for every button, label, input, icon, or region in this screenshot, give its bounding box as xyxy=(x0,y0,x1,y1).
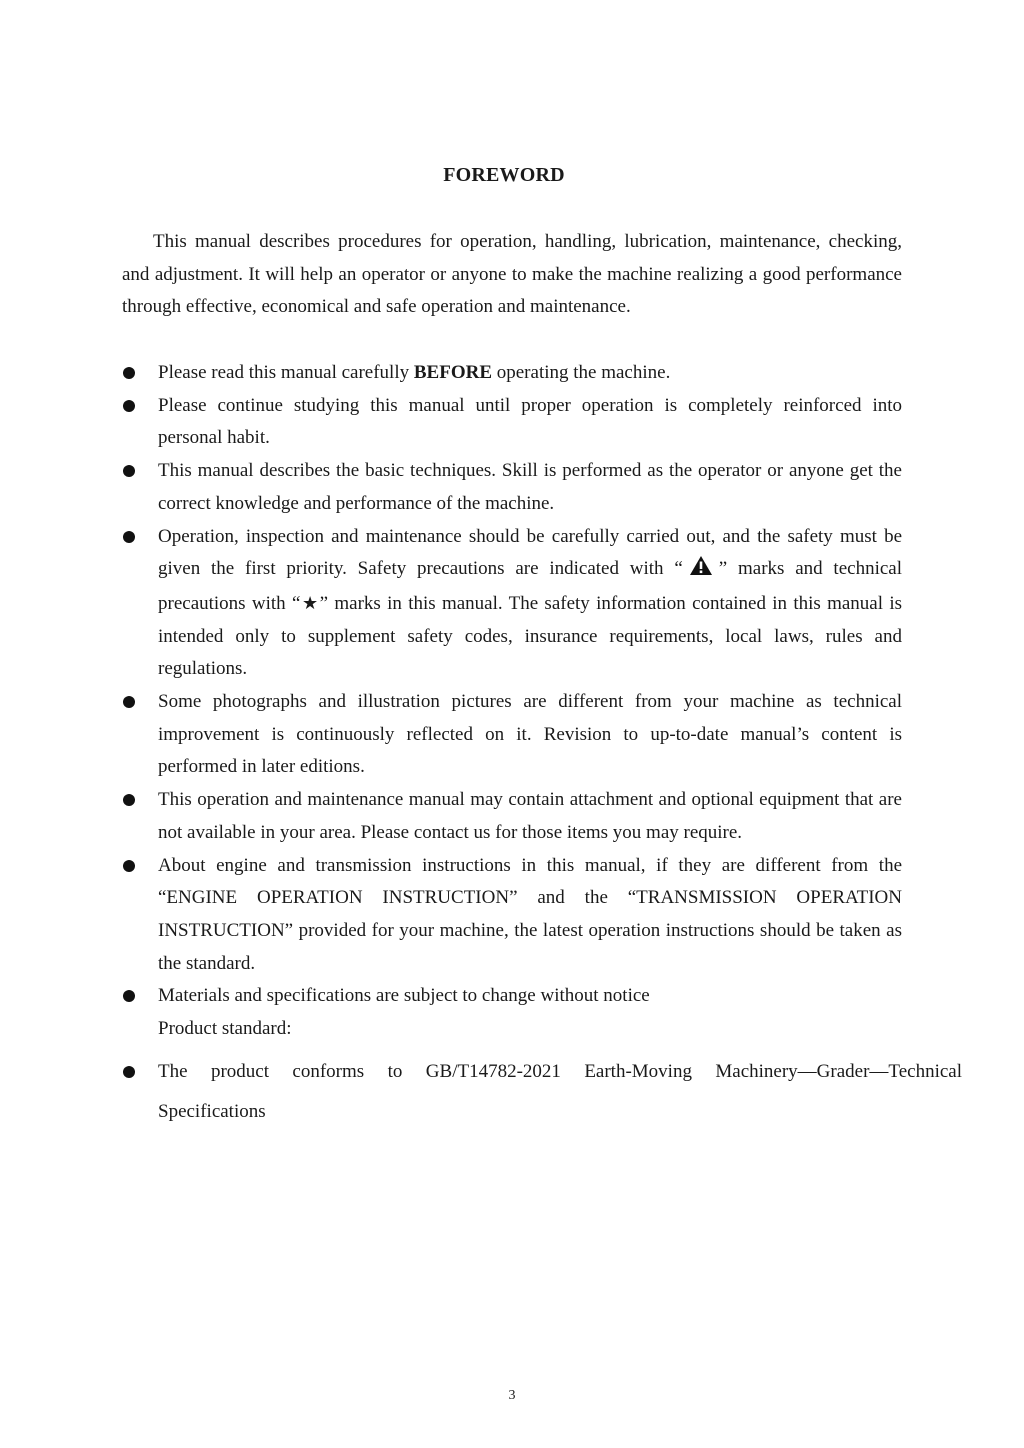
warning-triangle-icon xyxy=(689,555,713,588)
bullet-dot-icon xyxy=(123,794,135,806)
list-item-text: About engine and transmission instructions in this manual, if they are different from the “ENGINE OPERATION INSTRUCTION” and the “TRANSMISSION OPERATION INSTRUCTION” provided for your machine, the latest operation instructions should be taken as the standard. xyxy=(158,854,902,974)
list-item xyxy=(122,455,902,520)
list-item xyxy=(122,521,902,687)
list-item-text: Materials and specifications are subject to change without notice xyxy=(158,985,650,1007)
list-item xyxy=(122,980,902,1045)
page-number: 3 xyxy=(508,1388,516,1403)
list-item-text: Operation, inspection and maintenance should be carefully carried out, and the safety must be given the first priority. Safety precautions are indicated with “ xyxy=(158,525,902,580)
bullet-dot-icon xyxy=(123,465,135,477)
emphasis-text: BEFORE xyxy=(413,362,492,383)
list-item-text: Please continue studying this manual until proper operation is completely reinforced into personal habit. xyxy=(158,394,902,449)
star-icon: ★ xyxy=(300,592,320,614)
list-item-text: This operation and maintenance manual may contain attachment and optional equipment that are not available in your area. Please contact us for those items you may require. xyxy=(158,789,902,843)
list-item-text: This manual describes the basic techniques. Skill is performed as the operator or anyone get the correct knowledge and performance of the machine. xyxy=(158,460,902,514)
list-item-text: Some photographs and illustration pictures are different from your machine as technical improvement is continuously reflected on it. Revision to up-to-date manual’s content is performed in later editions. xyxy=(158,691,902,778)
list-item xyxy=(122,850,902,981)
bullet-dot-icon xyxy=(123,696,135,708)
bullet-dot-icon xyxy=(123,990,135,1002)
bullet-dot-icon xyxy=(123,531,135,543)
list-item-text: Please read this manual carefully xyxy=(158,362,414,383)
list-item xyxy=(122,1052,962,1132)
bullet-dot-icon xyxy=(123,400,135,412)
list-item xyxy=(122,390,902,455)
intro-paragraph: This manual describes procedures for operation, handling, lubrication, maintenance, checking, and adjustment. It will help an operator or anyone to make the machine realizing a good performance through effective, economical and safe operation and maintenance. xyxy=(122,231,902,318)
list-item xyxy=(122,784,902,849)
product-standard-label: Product standard: xyxy=(158,1018,292,1040)
list-item-text: operating the machine. xyxy=(492,362,671,383)
page-title: FOREWORD xyxy=(443,164,565,186)
bullet-list xyxy=(122,357,962,1132)
list-item-text: ” marks in this manual. The safety information contained in this manual is intended only to supplement safety codes, insurance requirements, local laws, rules and regulations. xyxy=(158,592,902,680)
bullet-dot-icon xyxy=(123,367,135,379)
bullet-dot-icon xyxy=(123,860,135,872)
list-item xyxy=(122,357,902,390)
bullet-dot-icon xyxy=(123,1066,135,1078)
list-item-text: The product conforms to GB/T14782-2021 Earth-Moving Machinery—Grader—Technical Specifications xyxy=(158,1060,962,1122)
list-item xyxy=(122,686,902,784)
list-item-text: ” marks and technical precautions with “ xyxy=(158,558,902,614)
